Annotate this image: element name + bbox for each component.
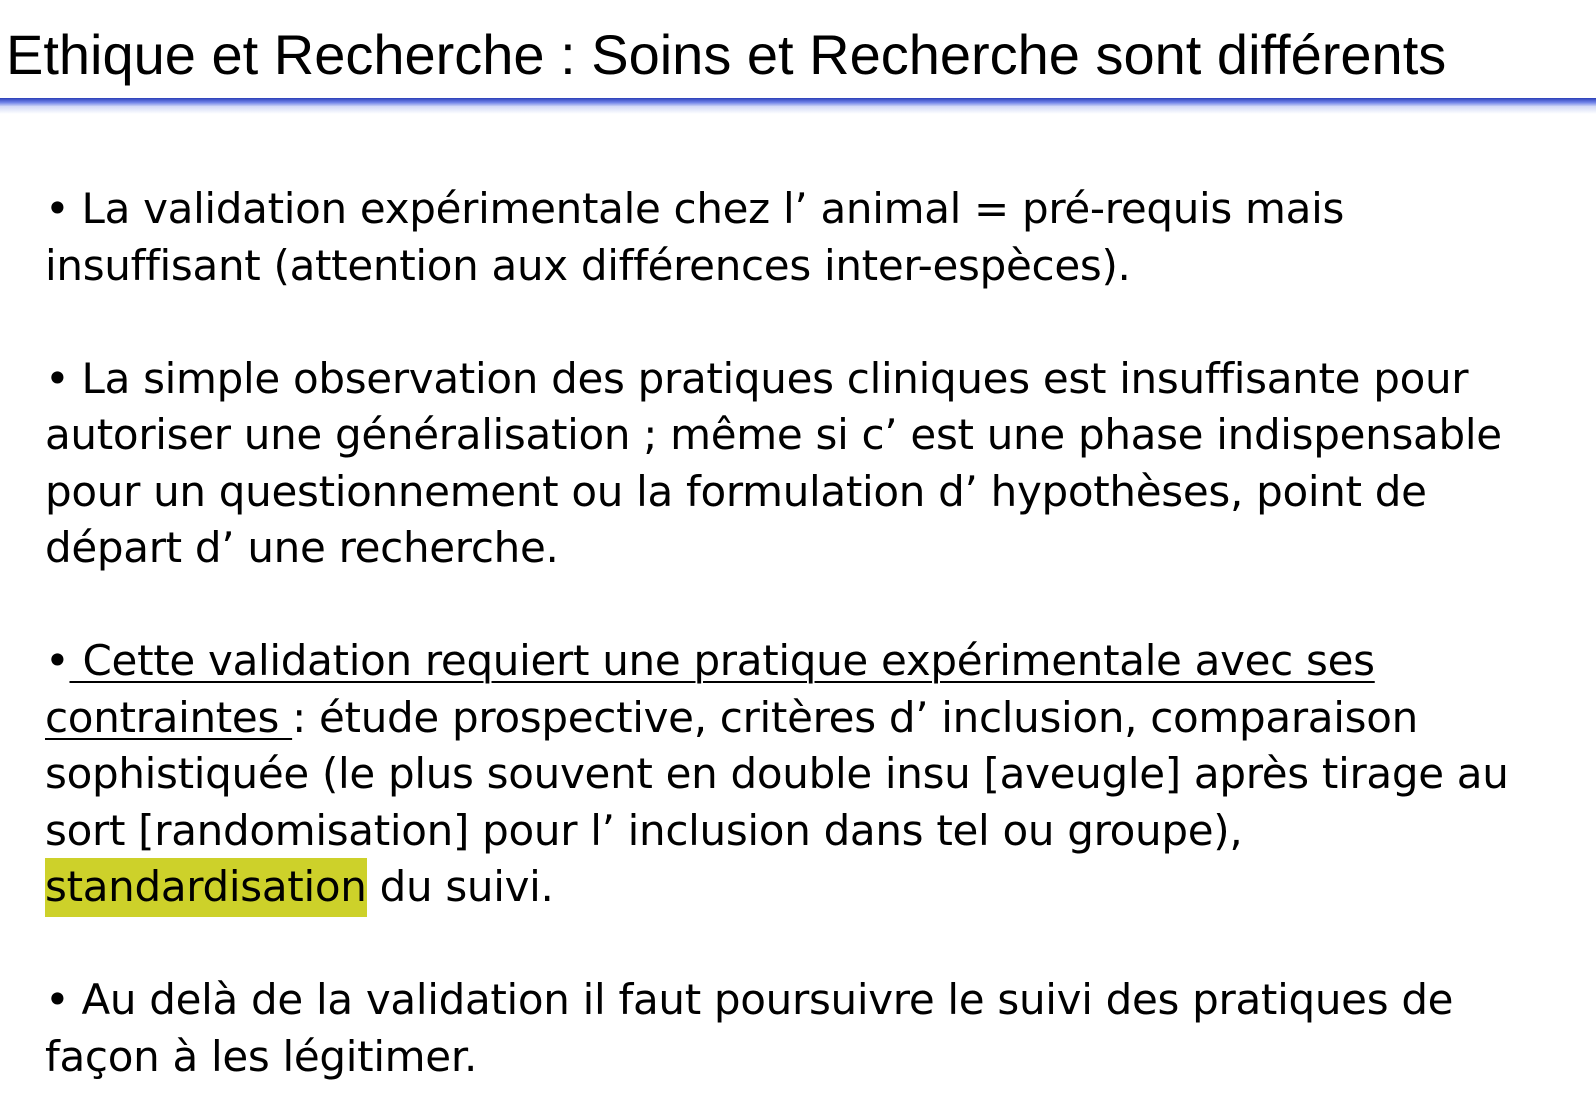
bullet-experimental-practice	[45, 633, 1565, 916]
bullet-dot: •	[45, 975, 70, 1024]
title-rule-shadow	[0, 106, 1596, 114]
bullet-dot: •	[45, 636, 70, 685]
slide-body	[45, 181, 1565, 1085]
bullet-dot: •	[45, 353, 70, 403]
bullet-continued-follow-up	[45, 972, 1565, 1085]
bullet-text-end: du suivi.	[366, 862, 554, 911]
bullet-animal-validation	[45, 181, 1565, 294]
highlighted-word: standardisation	[45, 858, 367, 917]
underlined-phrase: Cette validation requiert une pratique expérimentale avec ses contraintes	[45, 636, 1375, 742]
slide-title: Ethique et Recherche : Soins et Recherche sont différents	[6, 23, 1447, 86]
title-underline-rule	[0, 98, 1596, 106]
bullet-text: La simple observation des pratiques cliniques est insuffisante pour autoriser une généralisation ; même si c’ est une phase indispensable pour un questionnement ou la formulation d’ hypothèses, point de départ d’ une recherche.	[45, 353, 1502, 572]
bullet-text: La validation expérimentale chez l’ animal = pré-requis mais insuffisant (attention aux différences inter-espèces).	[45, 184, 1345, 290]
bullet-text: Au delà de la validation il faut poursuivre le suivi des pratiques de façon à les légitimer.	[45, 975, 1454, 1081]
bullet-text: : étude prospective, critères d’ inclusion, comparaison sophistiquée (le plus souvent en double insu [aveugle] après tirage au sort [randomisation] pour l’ inclusion dans tel ou groupe),	[45, 692, 1509, 855]
bullet-dot: •	[45, 184, 70, 233]
bullet-clinical-observation	[45, 351, 1565, 577]
